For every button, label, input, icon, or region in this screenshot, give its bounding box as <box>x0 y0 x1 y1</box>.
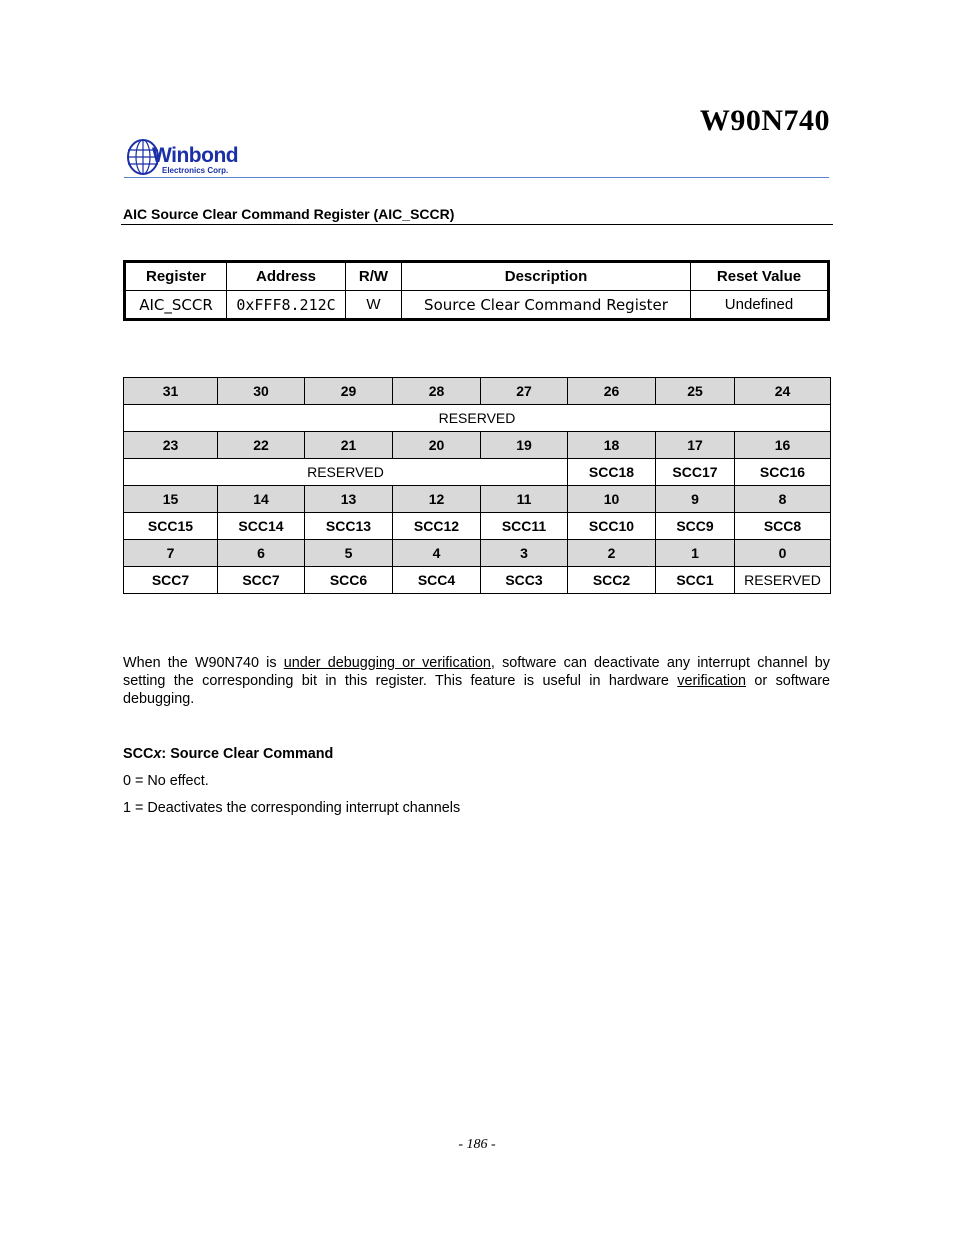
bit-field: SCC13 <box>305 513 393 540</box>
logo-subtitle: Electronics Corp. <box>162 166 229 175</box>
bit-number: 2 <box>568 540 656 567</box>
bit-number: 28 <box>393 378 481 405</box>
bit-field: SCC3 <box>481 567 568 594</box>
bit-field: SCC10 <box>568 513 656 540</box>
bit-number: 27 <box>481 378 568 405</box>
bit-number: 21 <box>305 432 393 459</box>
bit-number: 23 <box>124 432 218 459</box>
cell-rw: W <box>346 291 402 320</box>
field-definition-heading <box>123 746 333 762</box>
header-address: Address <box>227 262 346 291</box>
bit-number: 13 <box>305 486 393 513</box>
paragraph-text: or software debugging. <box>123 673 830 707</box>
bit-number: 9 <box>656 486 735 513</box>
bit-field: SCC18 <box>568 459 656 486</box>
bit-field: SCC8 <box>735 513 831 540</box>
header-rw: R/W <box>346 262 402 291</box>
cell-address: 0xFFF8.212C <box>227 291 346 320</box>
bit-number: 6 <box>218 540 305 567</box>
bit-field-row <box>124 459 831 486</box>
bit-field: SCC14 <box>218 513 305 540</box>
header-description: Description <box>402 262 691 291</box>
register-table-header <box>125 262 829 291</box>
header-rule <box>124 177 829 178</box>
bit-field: SCC2 <box>568 567 656 594</box>
cell-register: AIC_SCCR <box>125 291 227 320</box>
bit-number: 30 <box>218 378 305 405</box>
bit-number-row <box>124 540 831 567</box>
bit-number: 3 <box>481 540 568 567</box>
winbond-logo <box>126 138 256 178</box>
paragraph-underlined-text: under debugging or verification <box>283 655 491 671</box>
bit-field-row <box>124 405 831 432</box>
bit-number: 5 <box>305 540 393 567</box>
bit-number: 16 <box>735 432 831 459</box>
bit-number-row <box>124 378 831 405</box>
bit-field: RESERVED <box>124 405 831 432</box>
register-table-row <box>125 291 829 320</box>
bit-number: 7 <box>124 540 218 567</box>
header-register: Register <box>125 262 227 291</box>
bit-field: SCC1 <box>656 567 735 594</box>
bit-number: 8 <box>735 486 831 513</box>
document-title: W90N740 <box>699 104 830 137</box>
header-reset-value: Reset Value <box>691 262 829 291</box>
definition-value-1: 1 = Deactivates the corresponding interrupt channels <box>123 800 461 816</box>
section-rule <box>121 224 833 225</box>
bit-field: SCC4 <box>393 567 481 594</box>
bit-number-row <box>124 486 831 513</box>
bit-field: SCC17 <box>656 459 735 486</box>
bit-field: SCC7 <box>218 567 305 594</box>
heading-suffix: : Source Clear Command <box>161 746 334 762</box>
bit-number: 4 <box>393 540 481 567</box>
bit-number: 15 <box>124 486 218 513</box>
bit-number: 12 <box>393 486 481 513</box>
bit-field: SCC16 <box>735 459 831 486</box>
bit-field: RESERVED <box>735 567 831 594</box>
bit-number: 31 <box>124 378 218 405</box>
bit-field: SCC12 <box>393 513 481 540</box>
bit-field-row <box>124 567 831 594</box>
definition-value-0: 0 = No effect. <box>123 773 209 789</box>
bit-number: 14 <box>218 486 305 513</box>
cell-reset-value: Undefined <box>691 291 829 320</box>
bit-number: 19 <box>481 432 568 459</box>
bit-number: 17 <box>656 432 735 459</box>
bit-field-table <box>123 377 831 594</box>
paragraph-text: , software can deactivate any interrupt channel by setting the corresponding bit in this register. This feature is useful in hardware <box>123 655 830 689</box>
bit-field: SCC9 <box>656 513 735 540</box>
bit-field: SCC7 <box>124 567 218 594</box>
paragraph-text: When the W90N740 is <box>123 655 284 671</box>
register-table <box>123 260 830 321</box>
bit-field: SCC15 <box>124 513 218 540</box>
cell-description: Source Clear Command Register <box>402 291 691 320</box>
heading-variable: x <box>153 746 162 762</box>
bit-number: 22 <box>218 432 305 459</box>
bit-number: 20 <box>393 432 481 459</box>
bit-field-row <box>124 513 831 540</box>
bit-number: 10 <box>568 486 656 513</box>
heading-prefix: SCC <box>123 746 154 762</box>
bit-number: 24 <box>735 378 831 405</box>
bit-number: 29 <box>305 378 393 405</box>
bit-number: 11 <box>481 486 568 513</box>
section-heading: AIC Source Clear Command Register (AIC_SCCR) <box>123 206 455 222</box>
bit-number: 18 <box>568 432 656 459</box>
logo-wordmark: Winbond <box>152 144 239 167</box>
bit-number: 1 <box>656 540 735 567</box>
bit-field: SCC6 <box>305 567 393 594</box>
bit-number: 26 <box>568 378 656 405</box>
description-paragraph <box>123 654 830 708</box>
bit-number-row <box>124 432 831 459</box>
bit-number: 0 <box>735 540 831 567</box>
bit-number: 25 <box>656 378 735 405</box>
paragraph-underlined-text: verification <box>677 673 747 689</box>
bit-field: SCC11 <box>481 513 568 540</box>
page-number: - 186 - <box>458 1137 496 1152</box>
bit-field: RESERVED <box>124 459 568 486</box>
